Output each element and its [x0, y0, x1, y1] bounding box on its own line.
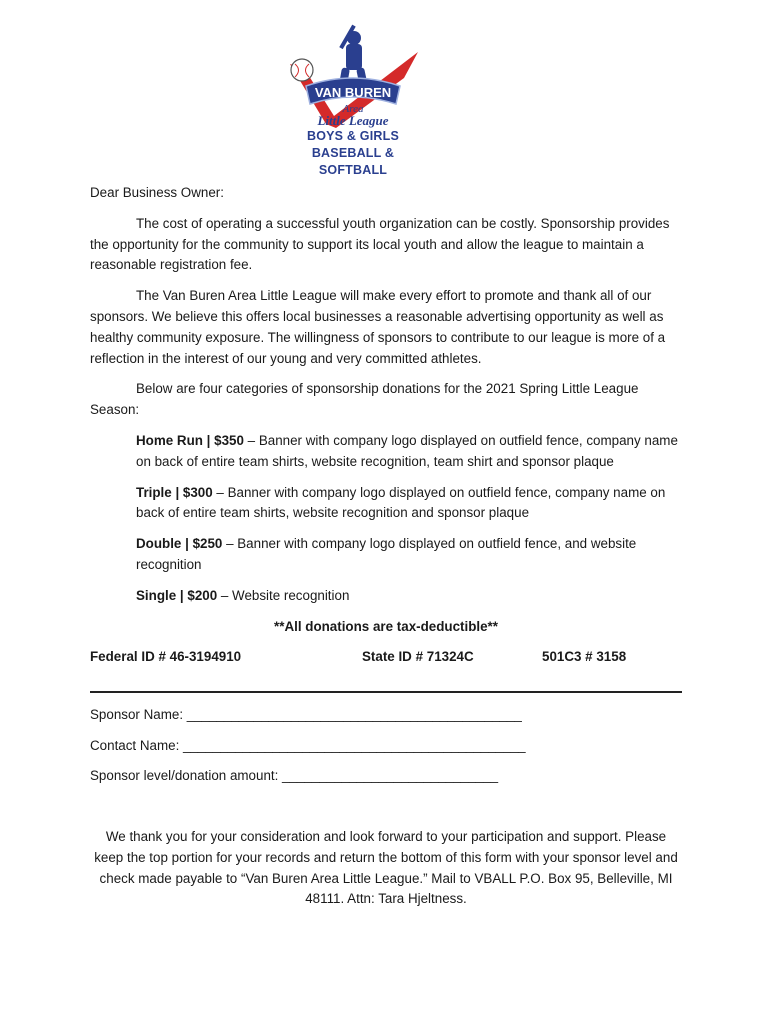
federal-id: Federal ID # 46-3194910 [90, 649, 242, 665]
tax-note: **All donations are tax-deductible** [274, 618, 498, 634]
letter-body [90, 183, 682, 910]
sponsor-name-field[interactable]: Sponsor Name: _____________________________________________ [90, 707, 522, 723]
state-id: State ID # 71324C [362, 649, 474, 665]
paragraph-categories-intro: Below are four categories of sponsorship donations for the 2021 Spring Little League Season: [90, 381, 639, 418]
category-triple [136, 483, 682, 525]
category-description: – Banner with company logo displayed on outfield fence, and website recognition [136, 536, 637, 572]
contact-name-field[interactable]: Contact Name: ______________________________________________ [90, 737, 526, 753]
logo-name-line3: Little League [317, 113, 389, 128]
501c3-id: 501C3 # 3158 [542, 649, 627, 665]
category-home-run [136, 431, 682, 473]
category-description: – Banner with company logo displayed on outfield fence, company name on back of entire team shirts, website recognition, team shirt and sponsor plaque [136, 432, 678, 469]
category-description: – Banner with company logo displayed on outfield fence, company name on back of entire team shirts, website recognition and sponsor plaque [136, 484, 666, 521]
league-logo [286, 24, 420, 177]
logo-tagline-2: BASEBALL & SOFTBALL [311, 146, 395, 177]
category-title: Triple | $300 [136, 484, 213, 500]
category-title: Single | $200 [136, 587, 218, 603]
closing-paragraph: We thank you for your consideration and look forward to your participation and support. Please keep the top portion for your records and return the bottom of this form with your sponsor level and check made payable to “Van Buren Area Little League.” Mail to VBALL P.O. Box 95, Belleville, MI 48111. Attn: Tara Hjeltness. [94, 828, 678, 907]
category-description: – Website recognition [217, 587, 350, 603]
sponsor-level-field[interactable]: Sponsor level/donation amount: _____________________________ [90, 768, 499, 784]
logo-tagline-1: BOYS & GIRLS [307, 129, 399, 143]
salutation: Dear Business Owner: [90, 185, 224, 200]
divider [90, 691, 682, 693]
league-logo-graphic [286, 24, 420, 128]
id-row [90, 647, 682, 669]
logo-name-line1: VAN BUREN [314, 85, 392, 100]
category-double [136, 534, 682, 576]
paragraph-intro: The cost of operating a successful youth organization can be costly. Sponsorship provides the opportunity for the community to support its local youth and allow the league to maintain a reasonable registration fee. [90, 215, 670, 273]
paragraph-promotion: The Van Buren Area Little League will make every effort to promote and thank all of our sponsors. We believe this offers local businesses a reasonable advertising opportunity as well as healthy community exposure. The willingness of sponsors to contribute to our league is more of a reflection in the interest of our young and very committed athletes. [90, 288, 666, 366]
logo-name-line2: Area [342, 103, 364, 115]
category-title: Home Run | $350 [136, 432, 244, 448]
category-title: Double | $250 [136, 536, 223, 552]
category-single [136, 586, 682, 607]
